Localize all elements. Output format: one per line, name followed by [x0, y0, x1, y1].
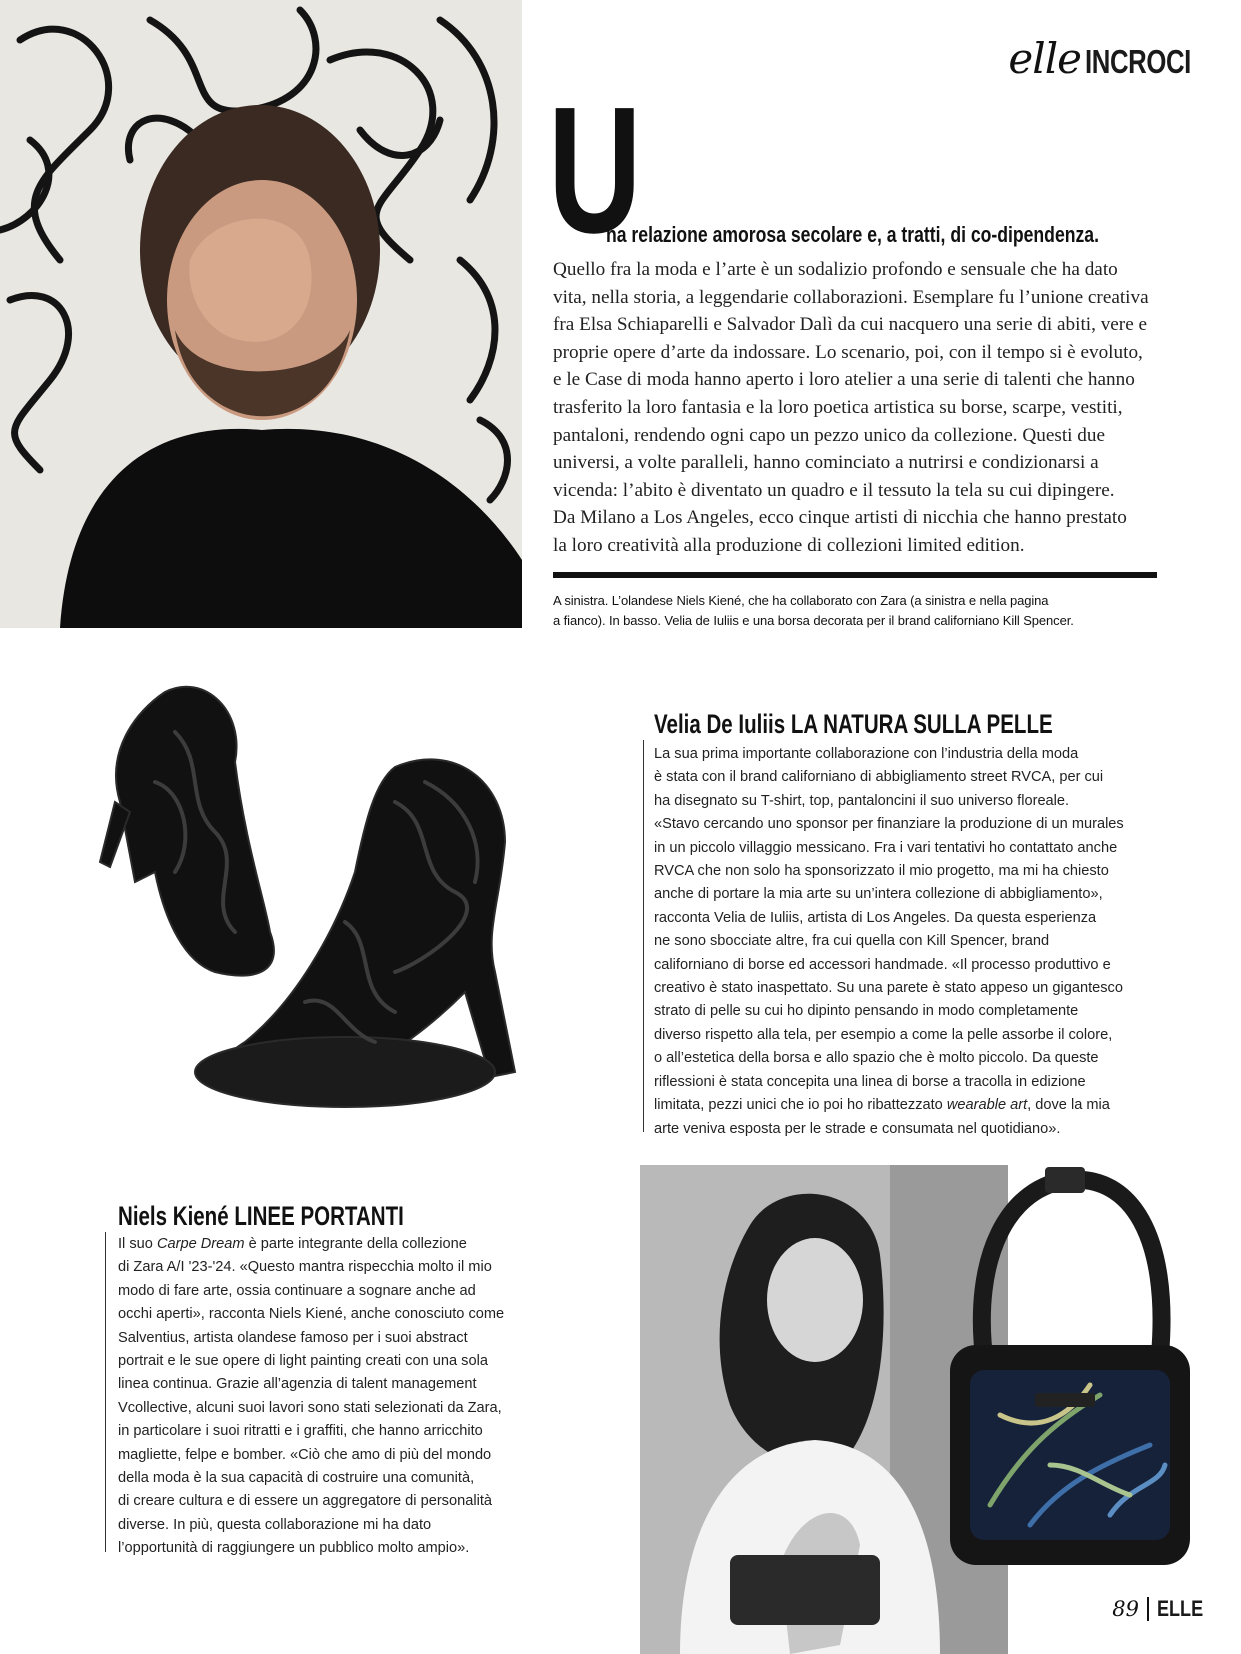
intro-line: la loro creatività alla produzione di collezioni limited edition. [553, 534, 1025, 556]
velia-line: RVCA che non solo ha sponsorizzato il mio progetto, ma mi ha chiesto [654, 863, 1109, 880]
caption-line: a fianco). In basso. Velia de Iuliis e una borsa decorata per il brand californiano Kill Spencer. [553, 613, 1074, 628]
intro-line: pantaloni, rendendo ogni capo un pezzo unico da collezione. Questi due [553, 424, 1105, 446]
velia-line: in un piccolo villaggio messicano. Fra i vari tentativi ho contattato anche [654, 839, 1118, 856]
velia-line: diverso rispetto alla tela, per esempio a come la pelle assorbe il colore, [654, 1026, 1113, 1043]
niels-line: di Zara A/I '23-'24. «Questo mantra rispecchia molto il mio [118, 1259, 492, 1276]
magazine-name: ELLE [1157, 1596, 1204, 1621]
intro-lead: na relazione amorosa secolare e, a tratti, di co-dipendenza. [606, 222, 1099, 247]
niels-line: Vcollective, alcuni suoi lavori sono stati selezionati da Zara, [118, 1399, 502, 1416]
velia-line: racconta Velia de Iuliis, artista di Los Angeles. Da questa esperienza [654, 909, 1097, 926]
velia-line [654, 1094, 1174, 1117]
sculpted-heels-photo [95, 672, 555, 1192]
intro-line: trasferito la loro fantasia e la loro poetica artistica su borse, scarpe, vestiti, [553, 396, 1123, 418]
intro-line: proprie opere d’arte da indossare. Lo scenario, poi, con il tempo si è evoluto, [553, 341, 1143, 363]
intro-line: Da Milano a Los Angeles, ecco cinque artisti di nicchia che hanno prestato [553, 507, 1127, 529]
velia-line: arte veniva esposta per le strade e consumata nel quotidiano». [654, 1120, 1061, 1137]
velia-line: o all’estetica della borsa e allo spazio che è molto piccolo. Da queste [654, 1050, 1099, 1067]
niels-line: modo di fare arte, ossia continuare a sognare anche ad [118, 1282, 476, 1299]
niels-article-title: LINEE PORTANTI [234, 1201, 404, 1231]
velia-line: strato di pelle su cui ho dipinto pensando in modo completamente [654, 1003, 1079, 1020]
intro-line: vita, nella storia, a leggendarie collaborazioni. Esemplare fu l’unione creativa [553, 286, 1149, 308]
decorated-bag-photo [930, 1165, 1241, 1615]
intro-line: e le Case di moda hanno aperto i loro atelier a una serie di talenti che hanno [553, 369, 1135, 391]
velia-line: californiano di borse ed accessori handmade. «Il processo produttivo e [654, 956, 1111, 973]
intro-line: vicenda: l’abito è diventato un quadro e il tessuto la tela su cui dipingere. [553, 479, 1115, 501]
intro-line: Quello fra la moda e l’arte è un sodalizio profondo e sensuale che ha dato [553, 259, 1118, 280]
niels-line: portrait e le sue opere di light painting creati con una sola [118, 1353, 488, 1370]
velia-article-body [654, 743, 1174, 1141]
heels-illustration [95, 672, 555, 1192]
section-name: INCROCI [1085, 43, 1191, 80]
velia-article-title: LA NATURA SULLA PELLE [790, 709, 1053, 739]
velia-line: «Stavo cercando uno sponsor per finanziare la produzione di un murales [654, 816, 1124, 833]
portrait-illustration [0, 0, 522, 628]
velia-line: La sua prima importante collaborazione con l’industria della moda [654, 746, 1079, 762]
brand-script-logo: elle [1008, 34, 1081, 83]
velia-line: anche di portare la mia arte su un’intera collezione di abbigliamento», [654, 886, 1103, 903]
niels-text-run: Il suo [118, 1236, 157, 1252]
velia-article-heading [654, 708, 1174, 740]
niels-line: linea continua. Grazie all’agenzia di talent management [118, 1376, 477, 1393]
niels-line: occhi aperti», racconta Niels Kiené, anche conosciuto come [118, 1306, 505, 1323]
niels-artist-name: Niels Kiené [118, 1201, 229, 1231]
bag-illustration [930, 1165, 1241, 1615]
niels-article-body [118, 1233, 638, 1561]
velia-line: ne sono sbocciate altre, fra cui quella con Kill Spencer, brand [654, 933, 1050, 950]
velia-text-run: , dove la mia [1027, 1097, 1110, 1114]
velia-line: creativo è stato inaspettato. Su una parete è stato appeso un gigantesco [654, 980, 1123, 997]
niels-line: Salventius, artista olandese famoso per i suoi abstract [118, 1329, 468, 1346]
intro-line: universi, a volte paralleli, hanno cominciato a nutrirsi e condizionarsi a [553, 452, 1099, 474]
niels-line: in particolare i suoi ritratti e i graffiti, che hanno arricchito [118, 1423, 483, 1440]
intro-divider [553, 572, 1157, 578]
niels-line: l’opportunità di raggiungere un pubblico molto ampio». [118, 1540, 470, 1557]
page-folio [1112, 1596, 1205, 1622]
niels-article-heading [118, 1200, 638, 1232]
page-number: 89 [1112, 1597, 1139, 1621]
niels-line: della moda è la sua capacità di costruire una comunità, [118, 1470, 475, 1487]
folio-divider [1147, 1597, 1149, 1621]
niels-heading [118, 1200, 513, 1232]
caption-line: A sinistra. L’olandese Niels Kiené, che ha collaborato con Zara (a sinistra e nella pagina [553, 593, 1049, 608]
velia-text-run: limitata, pezzi unici che io poi ho ribattezzato [654, 1097, 947, 1114]
intro-line: fra Elsa Schiaparelli e Salvador Dalì da cui nacquero una serie di abiti, vere e [553, 314, 1148, 336]
niels-line: diverse. In più, questa collaborazione mi ha dato [118, 1516, 432, 1533]
niels-column-rule [105, 1232, 106, 1552]
velia-line: riflessioni è stata concepita una linea di borse a tracolla in edizione [654, 1073, 1086, 1090]
niels-line: di creare cultura e di essere un aggregatore di personalità [118, 1493, 492, 1510]
velia-artist-name: Velia De Iuliis [654, 709, 786, 739]
niels-emphasis: Carpe Dream [156, 1236, 245, 1252]
magazine-section-header [1008, 34, 1205, 83]
velia-heading [654, 708, 1053, 740]
velia-emphasis: wearable art [946, 1097, 1028, 1114]
velia-line: ha disegnato su T-shirt, top, pantaloncini il suo universo floreale. [654, 792, 1070, 809]
intro-body [553, 256, 1163, 560]
drop-cap: U [548, 70, 642, 271]
photo-caption [553, 591, 1157, 631]
niels-line [118, 1233, 638, 1256]
niels-line: magliette, felpe e bomber. «Ciò che amo di più del mondo [118, 1446, 492, 1463]
velia-line: è stata con il brand californiano di abbigliamento street RVCA, per cui [654, 769, 1104, 786]
velia-column-rule [643, 740, 644, 1132]
niels-portrait-photo [0, 0, 522, 628]
niels-text-run: è parte integrante della collezione [244, 1236, 467, 1252]
